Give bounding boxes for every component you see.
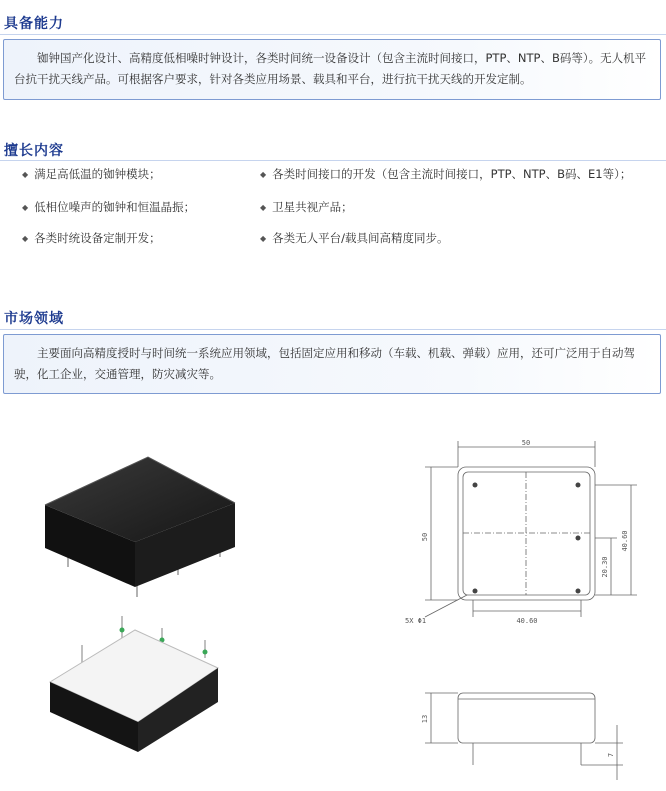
dim-body-height: 13	[421, 714, 429, 724]
dim-half-height: 20.30	[601, 556, 609, 578]
dim-side-height: 50	[421, 532, 429, 542]
diamond-bullet-icon: ◆	[22, 234, 29, 243]
dim-inner-height: 40.60	[621, 530, 629, 552]
technical-drawing-side-view	[405, 685, 645, 785]
market-text: 主要面向高精度授时与时间统一系统应用领域，包括固定应用和移动（车载、机载、弹载）应用，还可广泛用于自动驾驶，化工企业，交通管理，防灾减灾等。	[14, 346, 635, 381]
diamond-bullet-icon: ◆	[22, 203, 29, 212]
expertise-item: ◆ 满足高低温的铷钟模块；	[22, 167, 161, 181]
capability-text: 铷钟国产化设计、高精度低相噪时钟设计，各类时间统一设备设计（包含主流时间接口，PTP、NTP、B码等）。无人机平台抗干扰天线产品。可根据客户要求，针对各类应用场景、载具和平台，进行抗干扰天线的开发定制。	[14, 51, 647, 86]
dim-pin-length: 7	[607, 752, 615, 758]
dim-pin-note: 5X Φ1	[405, 617, 427, 625]
section-title-expertise: 擅长内容	[4, 143, 64, 159]
section-divider	[0, 160, 666, 161]
dim-inner-width: 40.60	[516, 617, 538, 625]
section-title-capability: 具备能力	[4, 16, 64, 32]
product-render-bottom	[40, 610, 240, 760]
market-box	[3, 334, 661, 394]
product-render-top	[30, 445, 260, 605]
technical-drawing-top-view	[405, 437, 645, 627]
capability-box	[3, 39, 661, 100]
section-title-market: 市场领域	[4, 311, 64, 327]
diamond-bullet-icon: ◆	[260, 234, 267, 243]
dim-top-width: 50	[521, 439, 531, 447]
expertise-item: ◆ 低相位噪声的铷钟和恒温晶振；	[22, 200, 196, 214]
diamond-bullet-icon: ◆	[260, 203, 267, 212]
expertise-item: ◆ 各类无人平台/载具间高精度同步。	[260, 231, 449, 245]
section-divider	[0, 34, 666, 35]
diamond-bullet-icon: ◆	[22, 170, 29, 179]
expertise-item: ◆ 各类时间接口的开发（包含主流时间接口，PTP、NTP、B码、E1等）；	[260, 167, 632, 181]
expertise-item: ◆ 各类时统设备定制开发；	[22, 231, 161, 245]
section-divider	[0, 329, 666, 330]
expertise-item: ◆ 卫星共视产品；	[260, 200, 353, 214]
diamond-bullet-icon: ◆	[260, 170, 267, 179]
